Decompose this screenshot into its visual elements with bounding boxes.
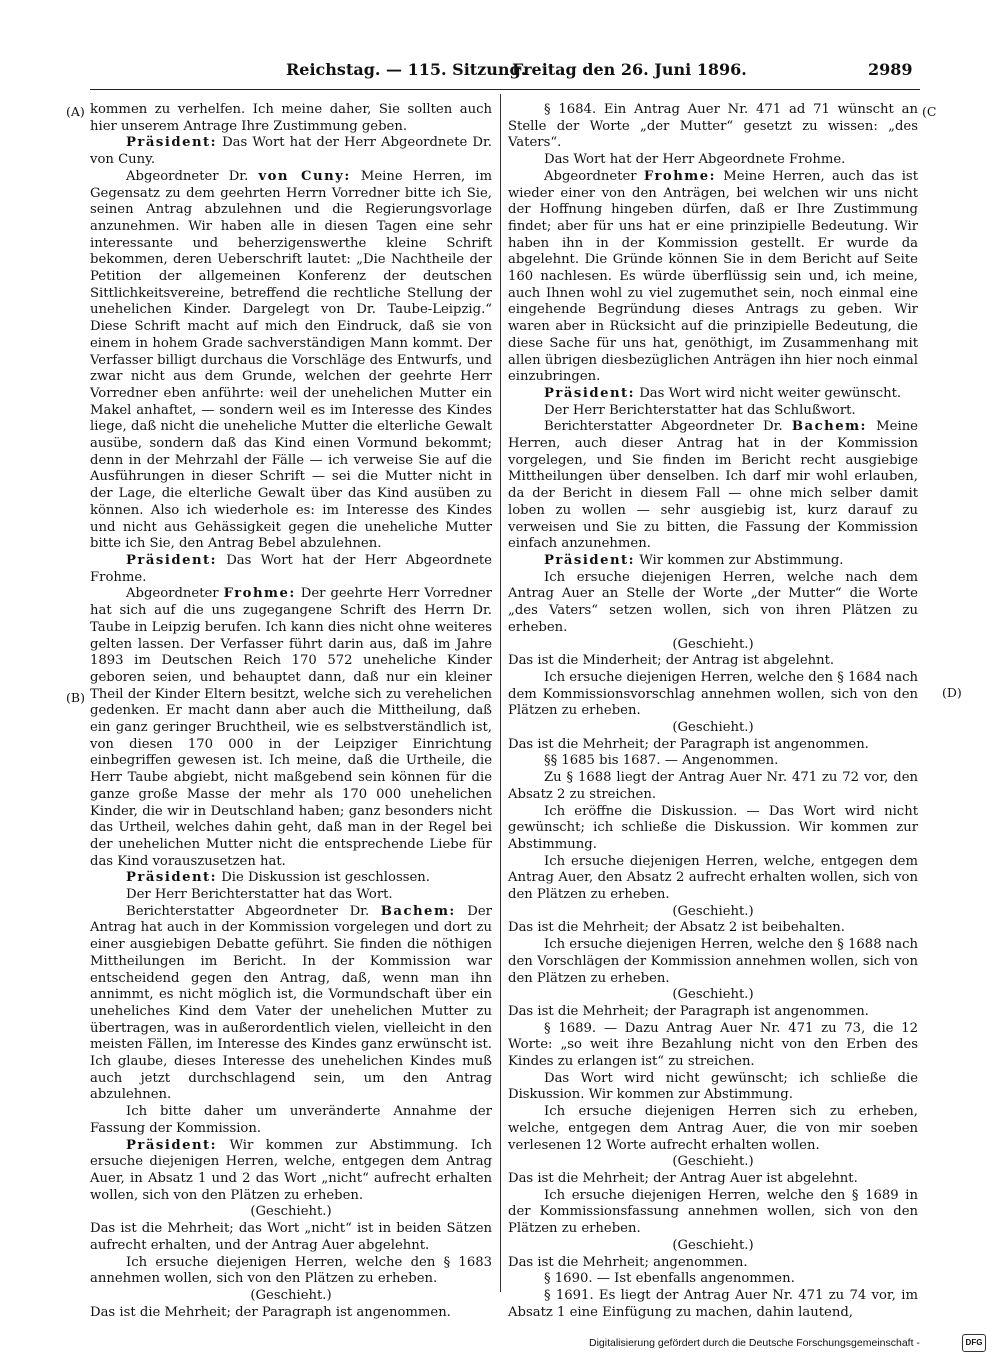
speaker-name: Frohme: <box>223 586 296 602</box>
paragraph <box>90 1221 492 1254</box>
paragraph <box>508 1004 918 1021</box>
paragraph-text: Ich ersuche diejenigen Herren, welche nach dem Antrag Auer an Stelle der Worte „der Mutter“ die Worte „des Vaters“ setzen wollen, sich von ihren Plätzen zu erheben. <box>508 569 918 635</box>
speaker-name: Präsident: <box>126 552 218 568</box>
margin-mark-c: (C <box>922 104 937 119</box>
speaker-title: Abgeordneter <box>544 168 644 184</box>
paragraph-text: Das ist die Mehrheit; das Wort „nicht“ ist in beiden Sätzen aufrecht erhalten, und der Antrag Auer abgelehnt. <box>90 1221 492 1253</box>
paragraph-text: Der Antrag hat auch in der Kommission vorgelegen und dort zu einer ausgiebigen Debatte geführt. Sie finden die nöthigen Mittheilungen im Bericht. In der Kommission war entscheidend gegen den Antrag, daß, wenn man ihn annimmt, es nicht möglich ist, die Vormundschaft über ein uneheliches Kind dem Vater der unehelichen Mutter zu übertragen, was in außerordentlich vielen, vielleicht in den meisten Fällen, im Interesse des Kindes ganz erwünscht ist. Ich glaube, dieses Interesse des unehelichen Kindes muß auch jetzt durchschlagend sein, um den Antrag abzulehnen. <box>90 903 492 1103</box>
paragraph <box>508 1071 918 1104</box>
paragraph-text: §§ 1685 bis 1687. — Angenommen. <box>544 753 779 769</box>
speaker-title: Berichterstatter Abgeordneter Dr. <box>544 419 792 435</box>
right-text-column <box>508 102 918 1321</box>
paragraph-text: (Geschieht.) <box>672 1154 754 1170</box>
paragraph-text: (Geschieht.) <box>672 720 754 736</box>
paragraph <box>90 586 492 870</box>
paragraph <box>508 1288 918 1321</box>
paragraph-text: Meine Herren, auch dieser Antrag hat in der Kommission vorgelegen, und Sie finden im Bericht recht ausgiebige Mittheilungen über denselben. Ich darf mir wohl erlauben, da der Bericht in diesem Fall — ohne mich selber damit loben zu wollen — sehr ausgiebig ist, kurz darauf zu verweisen und Sie zu bitten, die Fassung der Kommission einfach anzunehmen. <box>508 419 918 552</box>
stage-direction <box>508 720 918 737</box>
paragraph-text: § 1690. — Ist ebenfalls angenommen. <box>544 1271 795 1287</box>
paragraph <box>508 570 918 637</box>
paragraph <box>508 854 918 904</box>
paragraph <box>90 887 492 904</box>
paragraph <box>508 937 918 987</box>
paragraph-text: Meine Herren, auch das ist wieder einer von den Anträgen, bei welchen wir uns nicht der Hoffnung hingeben dürfen, daß er Ihre Zustimmung findet; aber für uns hat er eine prinzipielle Bedeutung. Wir haben ihn in der Kommission gestellt. Er wurde da abgelehnt. Die Gründe können Sie in dem Bericht auf Seite 160 nachlesen. Es würde überflüssig sein und, ich meine, auch Ihnen wohl zu viel zugemuthet sein, noch einmal eine eingehende Begründung dieses Antrags zu geben. Wir waren aber in Rücksicht auf die prinzipielle Bedeutung, die diese Sache für uns hat, genöthigt, im Zusammenhang mit allen übrigen diesbezüglichen Anträgen ihn hier noch einmal einzubringen. <box>508 168 919 385</box>
paragraph-text: Das ist die Mehrheit; der Paragraph ist angenommen. <box>508 1003 869 1019</box>
paragraph <box>508 1021 918 1071</box>
paragraph-text: Ich ersuche diejenigen Herren, welche den § 1683 annehmen wollen, sich von den Plätzen zu erheben. <box>90 1254 492 1287</box>
paragraph <box>508 1255 918 1272</box>
paragraph-text: Der Herr Berichterstatter hat das Schlußwort. <box>544 402 856 418</box>
paragraph-text: Ich bitte daher um unveränderte Annahme der Fassung der Kommission. <box>90 1104 492 1136</box>
paragraph <box>90 1305 492 1322</box>
paragraph <box>90 135 492 168</box>
paragraph-text: Das ist die Mehrheit; der Absatz 2 ist beibehalten. <box>508 920 845 936</box>
stage-direction <box>90 1204 492 1221</box>
paragraph <box>508 403 918 420</box>
paragraph-text: Das ist die Mehrheit; angenommen. <box>508 1254 748 1270</box>
paragraph-text: Das Wort hat der Herr Abgeordnete Dr. von Cuny. <box>90 135 492 168</box>
paragraph <box>90 904 492 1104</box>
paragraph <box>508 653 918 670</box>
page-number: 2989 <box>868 60 913 79</box>
paragraph-text: (Geschieht.) <box>250 1287 332 1303</box>
paragraph <box>508 152 918 169</box>
paragraph <box>508 804 918 854</box>
paragraph <box>508 1104 918 1154</box>
paragraph-text: Das ist die Mehrheit; der Antrag Auer ist abgelehnt. <box>508 1171 858 1186</box>
speaker-name: von Cuny: <box>258 168 351 184</box>
paragraph-text: Der geehrte Herr Vorredner hat sich auf die uns zugegangene Schrift des Herrn Dr. Taube in Leipzig berufen. Ich kann dies nicht ohne weiteres gelten lassen. Der Verfasser führt darin aus, daß im Jahre 1893 im Deutschen Reich 170 572 uneheliche Kinder geboren seien, und behauptet dann, daß nur ein kleiner Theil der Kinder Eltern besitzt, welche sich zu verehelichen gedenken. Er macht dann aber auch die Mittheilung, daß ein ganz geringer Bruchtheil, wie es selbstverständlich ist, von diesen 170 000 in der Leipziger Einrichtung einbegriffen gewesen ist. Ich meine, daß die Urtheile, die Herr Taube abgiebt, nicht maßgebend sein können für die ganze große Masse der mehr als 170 000 unehelichen Kinder, die wir in Deutschland haben; ganz besonders nicht das Urtheil, welches dahin geht, daß man in der Regel bei der unehelichen Mutter nicht die entsprechende Liebe für das Kind vorauszusetzen hat. <box>90 586 492 869</box>
dfg-logo-icon: DFG <box>962 1334 986 1352</box>
paragraph-text: Wir kommen zur Abstimmung. Ich ersuche diejenigen Herren, welche, entgegen dem Antrag Auer, in Absatz 1 und 2 das Wort „nicht“ aufrecht erhalten wollen, sich von den Plätzen zu erheben. <box>90 1137 492 1203</box>
speaker-name: Präsident: <box>126 870 218 886</box>
paragraph <box>508 169 918 386</box>
margin-mark-d: (D) <box>942 685 962 700</box>
paragraph <box>508 920 918 937</box>
paragraph-text: Das ist die Minderheit; der Antrag ist abgelehnt. <box>508 653 835 669</box>
paragraph-text: (Geschieht.) <box>672 987 754 1003</box>
paragraph-text: Wir kommen zur Abstimmung. <box>635 552 844 568</box>
speaker-name: Bachem: <box>791 419 867 435</box>
paragraph-text: § 1684. Ein Antrag Auer Nr. 471 ad 71 wünscht an Stelle der Worte „der Mutter“ gesetzt zu wissen: „des Vaters“. <box>508 102 918 151</box>
paragraph-text: Ich ersuche diejenigen Herren, welche den § 1688 nach den Vorschlägen der Kommission annehmen wollen, sich von den Plätzen zu erheben. <box>508 937 919 986</box>
paragraph-text: Das Wort hat der Herr Abgeordnete Frohme. <box>90 552 492 585</box>
paragraph-text: kommen zu verhelfen. Ich meine daher, Sie sollten auch hier unserem Antrage Ihre Zustimmung geben. <box>90 102 492 134</box>
stage-direction <box>508 1238 918 1255</box>
paragraph-text: (Geschieht.) <box>672 903 754 919</box>
paragraph <box>90 169 492 553</box>
paragraph-text: Das Wort wird nicht weiter gewünscht. <box>635 385 902 401</box>
paragraph <box>90 1104 492 1137</box>
paragraph-text: Das Wort wird nicht gewünscht; ich schließe die Diskussion. Wir kommen zur Abstimmung. <box>508 1070 918 1103</box>
paragraph <box>90 553 492 586</box>
speaker-title: Abgeordneter Dr. <box>126 168 259 184</box>
paragraph-text: (Geschieht.) <box>672 636 754 652</box>
paragraph-text: (Geschieht.) <box>672 1237 754 1253</box>
paragraph-text: Ich ersuche diejenigen Herren, welche den § 1689 in der Kommissionsfassung annehmen wollen, sich von den Plätzen zu erheben. <box>508 1187 918 1237</box>
digitization-credit: Digitalisierung gefördert durch die Deutsche Forschungsgemeinschaft - <box>589 1337 920 1349</box>
paragraph <box>508 1171 918 1188</box>
stage-direction <box>508 1154 918 1171</box>
stage-direction <box>508 637 918 654</box>
speaker-name: Präsident: <box>544 385 636 401</box>
paragraph-text: Das ist die Mehrheit; der Paragraph ist angenommen. <box>508 736 869 752</box>
paragraph <box>90 1138 492 1205</box>
speaker-name: Frohme: <box>643 168 717 184</box>
speaker-name: Präsident: <box>126 135 218 151</box>
paragraph <box>90 870 492 887</box>
speaker-name: Bachem: <box>380 903 456 919</box>
left-text-column <box>90 102 492 1321</box>
paragraph <box>508 553 918 570</box>
paragraph-text: § 1691. Es liegt der Antrag Auer Nr. 471 zu 74 vor, im Absatz 1 eine Einfügung zu machen, dahin lautend, <box>508 1287 918 1320</box>
speaker-title: Berichterstatter Abgeordneter Dr. <box>126 903 381 919</box>
paragraph-text: Zu § 1688 liegt der Antrag Auer Nr. 471 zu 72 vor, den Absatz 2 zu streichen. <box>508 770 918 802</box>
stage-direction <box>508 987 918 1004</box>
stage-direction <box>508 904 918 921</box>
paragraph-text: Das Wort hat der Herr Abgeordnete Frohme. <box>544 152 846 168</box>
paragraph <box>508 1271 918 1288</box>
paragraph <box>508 1188 918 1238</box>
paragraph <box>508 386 918 403</box>
paragraph <box>508 770 918 803</box>
speaker-title: Abgeordneter <box>126 586 224 602</box>
paragraph <box>90 1255 492 1288</box>
column-divider <box>500 94 501 1292</box>
speaker-name: Präsident: <box>544 552 636 568</box>
running-header-left: Reichstag. — 115. Sitzung. <box>286 60 527 79</box>
header-rule <box>90 89 920 90</box>
paragraph-text: Meine Herren, im Gegensatz zu dem geehrten Herrn Vorredner bitte ich Sie, seinen Antrag abzulehnen und die Regierungsvorlage anzunehmen. Wir haben alle in diesen Tagen eine sehr interessante und beherzigenswerthe kleine Schrift bekommen, deren Ueberschrift lautet: „Die Nachtheile der Petition der allgemeinen Konferenz der deutschen Sittlichkeitsvereine, betreffend die rechtliche Stellung der unehelichen Kinder. Dargelegt von Dr. Taube-Leipzig.“ Diese Schrift macht auf mich den Eindruck, daß sie von einem in hohem Grade sachverständigen Mann kommt. Der Verfasser billigt durchaus die Vorschläge des Entwurfs, und zwar nicht aus dem Grunde, welchen der geehrte Herr Vorredner eben anführte: weil der unehelichen Mutter ein Makel anhaftet, — sondern weil es im Interesse des Kindes liege, daß nicht die uneheliche Mutter die elterliche Gewalt ausübe, sondern daß das Kind einen Vormund bekommt; denn in der Mehrzahl der Fälle — ich verweise Sie auf die Ausführungen in dieser Schrift — sei die Mutter nicht in der Lage, die elterliche Gewalt über das Kind ausüben zu können. Also ich wiederhole es: im Interesse des Kindes und nicht aus Gehässigkeit gegen die uneheliche Mutter bitte ich Sie, den Antrag Bebel abzulehnen. <box>90 168 492 552</box>
paragraph-text: § 1689. — Dazu Antrag Auer Nr. 471 zu 73, die 12 Worte: „so weit ihre Bezahlung nicht von den Erben des Kindes zu erlangen ist“ zu streichen. <box>508 1020 918 1070</box>
margin-mark-a: (A) <box>66 104 85 119</box>
paragraph <box>508 102 918 152</box>
paragraph-text: (Geschieht.) <box>250 1204 332 1220</box>
paragraph <box>508 419 918 553</box>
paragraph <box>508 670 918 720</box>
paragraph <box>508 737 918 754</box>
margin-mark-b: (B) <box>66 690 85 705</box>
stage-direction <box>90 1288 492 1305</box>
paragraph-text: Ich ersuche diejenigen Herren sich zu erheben, welche, entgegen dem Antrag Auer, die von mir soeben verlesenen 12 Worte aufrecht erhalten wollen. <box>508 1104 918 1153</box>
speaker-name: Präsident: <box>126 1137 218 1153</box>
paragraph <box>90 102 492 135</box>
paragraph <box>508 753 918 770</box>
running-header-date: Freitag den 26. Juni 1896. <box>512 60 747 79</box>
paragraph-text: Der Herr Berichterstatter hat das Wort. <box>126 887 393 903</box>
paragraph-text: Das ist die Mehrheit; der Paragraph ist angenommen. <box>90 1304 451 1320</box>
paragraph-text: Ich ersuche diejenigen Herren, welche, entgegen dem Antrag Auer, den Absatz 2 aufrecht erhalten wollen, sich von den Plätzen zu erheben. <box>508 853 918 903</box>
paragraph-text: Die Diskussion ist geschlossen. <box>217 870 430 886</box>
paragraph-text: Ich eröffne die Diskussion. — Das Wort wird nicht gewünscht; ich schließe die Diskussion. Wir kommen zur Abstimmung. <box>508 803 918 852</box>
paragraph-text: Ich ersuche diejenigen Herren, welche den § 1684 nach dem Kommissionsvorschlag annehmen wollen, sich von den Plätzen zu erheben. <box>508 669 919 719</box>
